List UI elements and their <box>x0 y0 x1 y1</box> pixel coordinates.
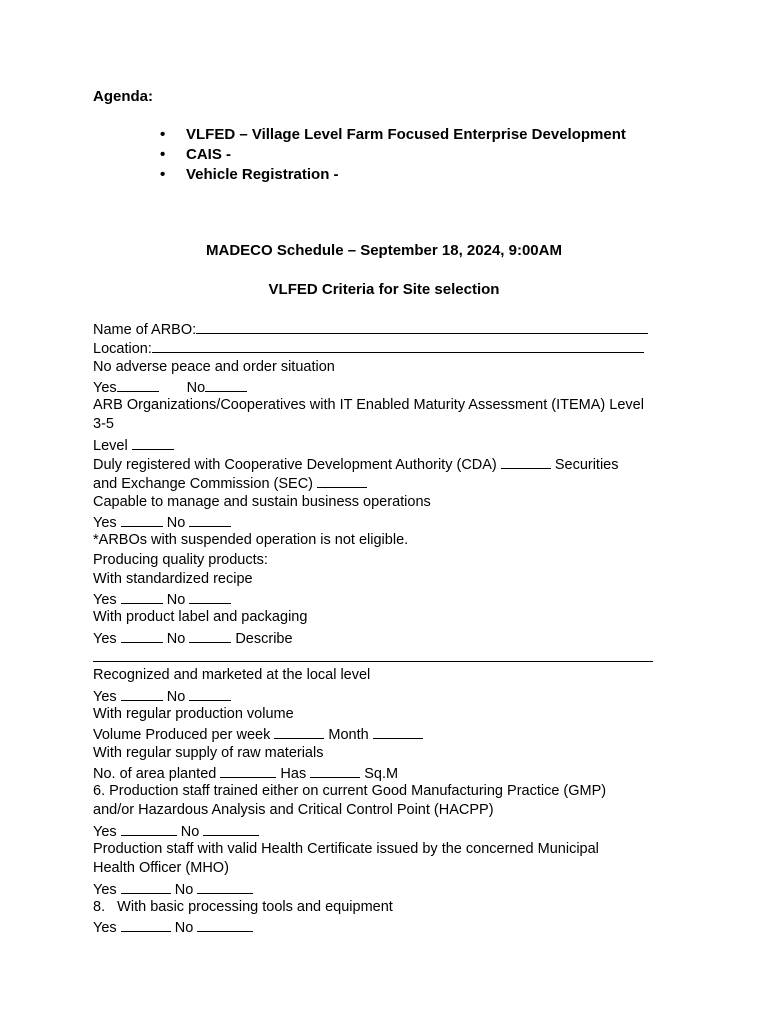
blank-line[interactable] <box>121 879 171 894</box>
blank-line[interactable] <box>197 917 253 932</box>
blank-line[interactable] <box>117 377 159 392</box>
criterion-text: Capable to manage and sustain business operations <box>93 493 431 510</box>
blank-line[interactable] <box>197 879 253 894</box>
criteria-form <box>93 319 693 937</box>
blank-line[interactable] <box>310 763 360 778</box>
criterion-text: Producing quality products: <box>93 551 268 568</box>
blank-line[interactable] <box>373 724 423 739</box>
criteria-heading: VLFED Criteria for Site selection <box>268 281 500 298</box>
blank-line[interactable] <box>196 319 648 334</box>
criterion-text: With regular supply of raw materials <box>93 744 324 761</box>
blank-line[interactable] <box>220 763 276 778</box>
blank-line[interactable] <box>121 917 171 932</box>
criterion-text: 6. Production staff trained either on current Good Manufacturing Practice (GMP) <box>93 783 607 800</box>
agenda-item: • VLFED – Village Level Farm Focused Enterprise Development <box>160 126 626 143</box>
blank-line[interactable] <box>203 821 259 836</box>
agenda-item: • Vehicle Registration - <box>160 165 339 183</box>
criterion-text: and/or Hazardous Analysis and Critical Control Point (HACPP) <box>93 802 494 819</box>
blank-line[interactable] <box>121 686 163 701</box>
yes-no-row: Yes No <box>93 686 693 705</box>
blank-line[interactable] <box>189 628 231 643</box>
note-text: *ARBOs with suspended operation is not eligible. <box>93 532 409 549</box>
blank-line[interactable] <box>93 647 653 662</box>
blank-line[interactable] <box>132 435 174 450</box>
criterion-text: 3-5 <box>93 416 114 433</box>
blank-line[interactable] <box>317 473 367 488</box>
blank-line[interactable] <box>121 628 163 643</box>
blank-line[interactable] <box>121 821 177 836</box>
yes-no-row: Yes No <box>93 917 693 936</box>
schedule-heading: MADECO Schedule – September 18, 2024, 9:00AM <box>206 242 562 259</box>
sec-field: and Exchange Commission (SEC) <box>93 473 693 492</box>
yes-no-row: Yes No <box>93 589 693 608</box>
cda-field: Duly registered with Cooperative Development Authority (CDA) Securities <box>93 454 693 473</box>
blank-line[interactable] <box>189 512 231 527</box>
level-field: Level <box>93 435 693 454</box>
agenda-item: • CAIS - <box>160 145 231 163</box>
agenda-list <box>93 125 626 184</box>
blank-line[interactable] <box>501 454 551 469</box>
bullet-icon: • <box>160 145 166 163</box>
blank-line[interactable] <box>121 589 163 604</box>
volume-field: Volume Produced per week Month <box>93 724 693 743</box>
criterion-text: Health Officer (MHO) <box>93 860 229 877</box>
criterion-text: No adverse peace and order situation <box>93 358 335 375</box>
criterion-text: ARB Organizations/Cooperatives with IT Enabled Maturity Assessment (ITEMA) Level <box>93 397 644 414</box>
bullet-icon: • <box>160 165 166 183</box>
blank-line[interactable] <box>205 377 247 392</box>
blank-line[interactable] <box>189 589 231 604</box>
describe-blank-row <box>93 647 693 666</box>
criterion-text: With regular production volume <box>93 705 294 722</box>
blank-line[interactable] <box>152 338 644 353</box>
yes-no-row: Yes No Describe <box>93 628 693 647</box>
name-field: Name of ARBO: <box>93 319 693 338</box>
location-field: Location: <box>93 338 693 357</box>
bullet-icon: • <box>160 126 166 143</box>
yes-no-row: Yes No <box>93 879 693 898</box>
area-field: No. of area planted Has Sq.M <box>93 763 693 782</box>
yes-no-row: Yes No <box>93 821 693 840</box>
agenda-title: Agenda: <box>93 88 153 105</box>
yes-no-row: Yes No <box>93 377 693 396</box>
blank-line[interactable] <box>274 724 324 739</box>
criterion-text: With standardized recipe <box>93 570 253 587</box>
criterion-text: Recognized and marketed at the local level <box>93 667 371 684</box>
blank-line[interactable] <box>121 512 163 527</box>
yes-no-row: Yes No <box>93 512 693 531</box>
criterion-text: Production staff with valid Health Certificate issued by the concerned Municipal <box>93 841 599 858</box>
criterion-text: With product label and packaging <box>93 609 308 626</box>
criterion-text: 8. With basic processing tools and equipment <box>93 898 393 915</box>
blank-line[interactable] <box>189 686 231 701</box>
